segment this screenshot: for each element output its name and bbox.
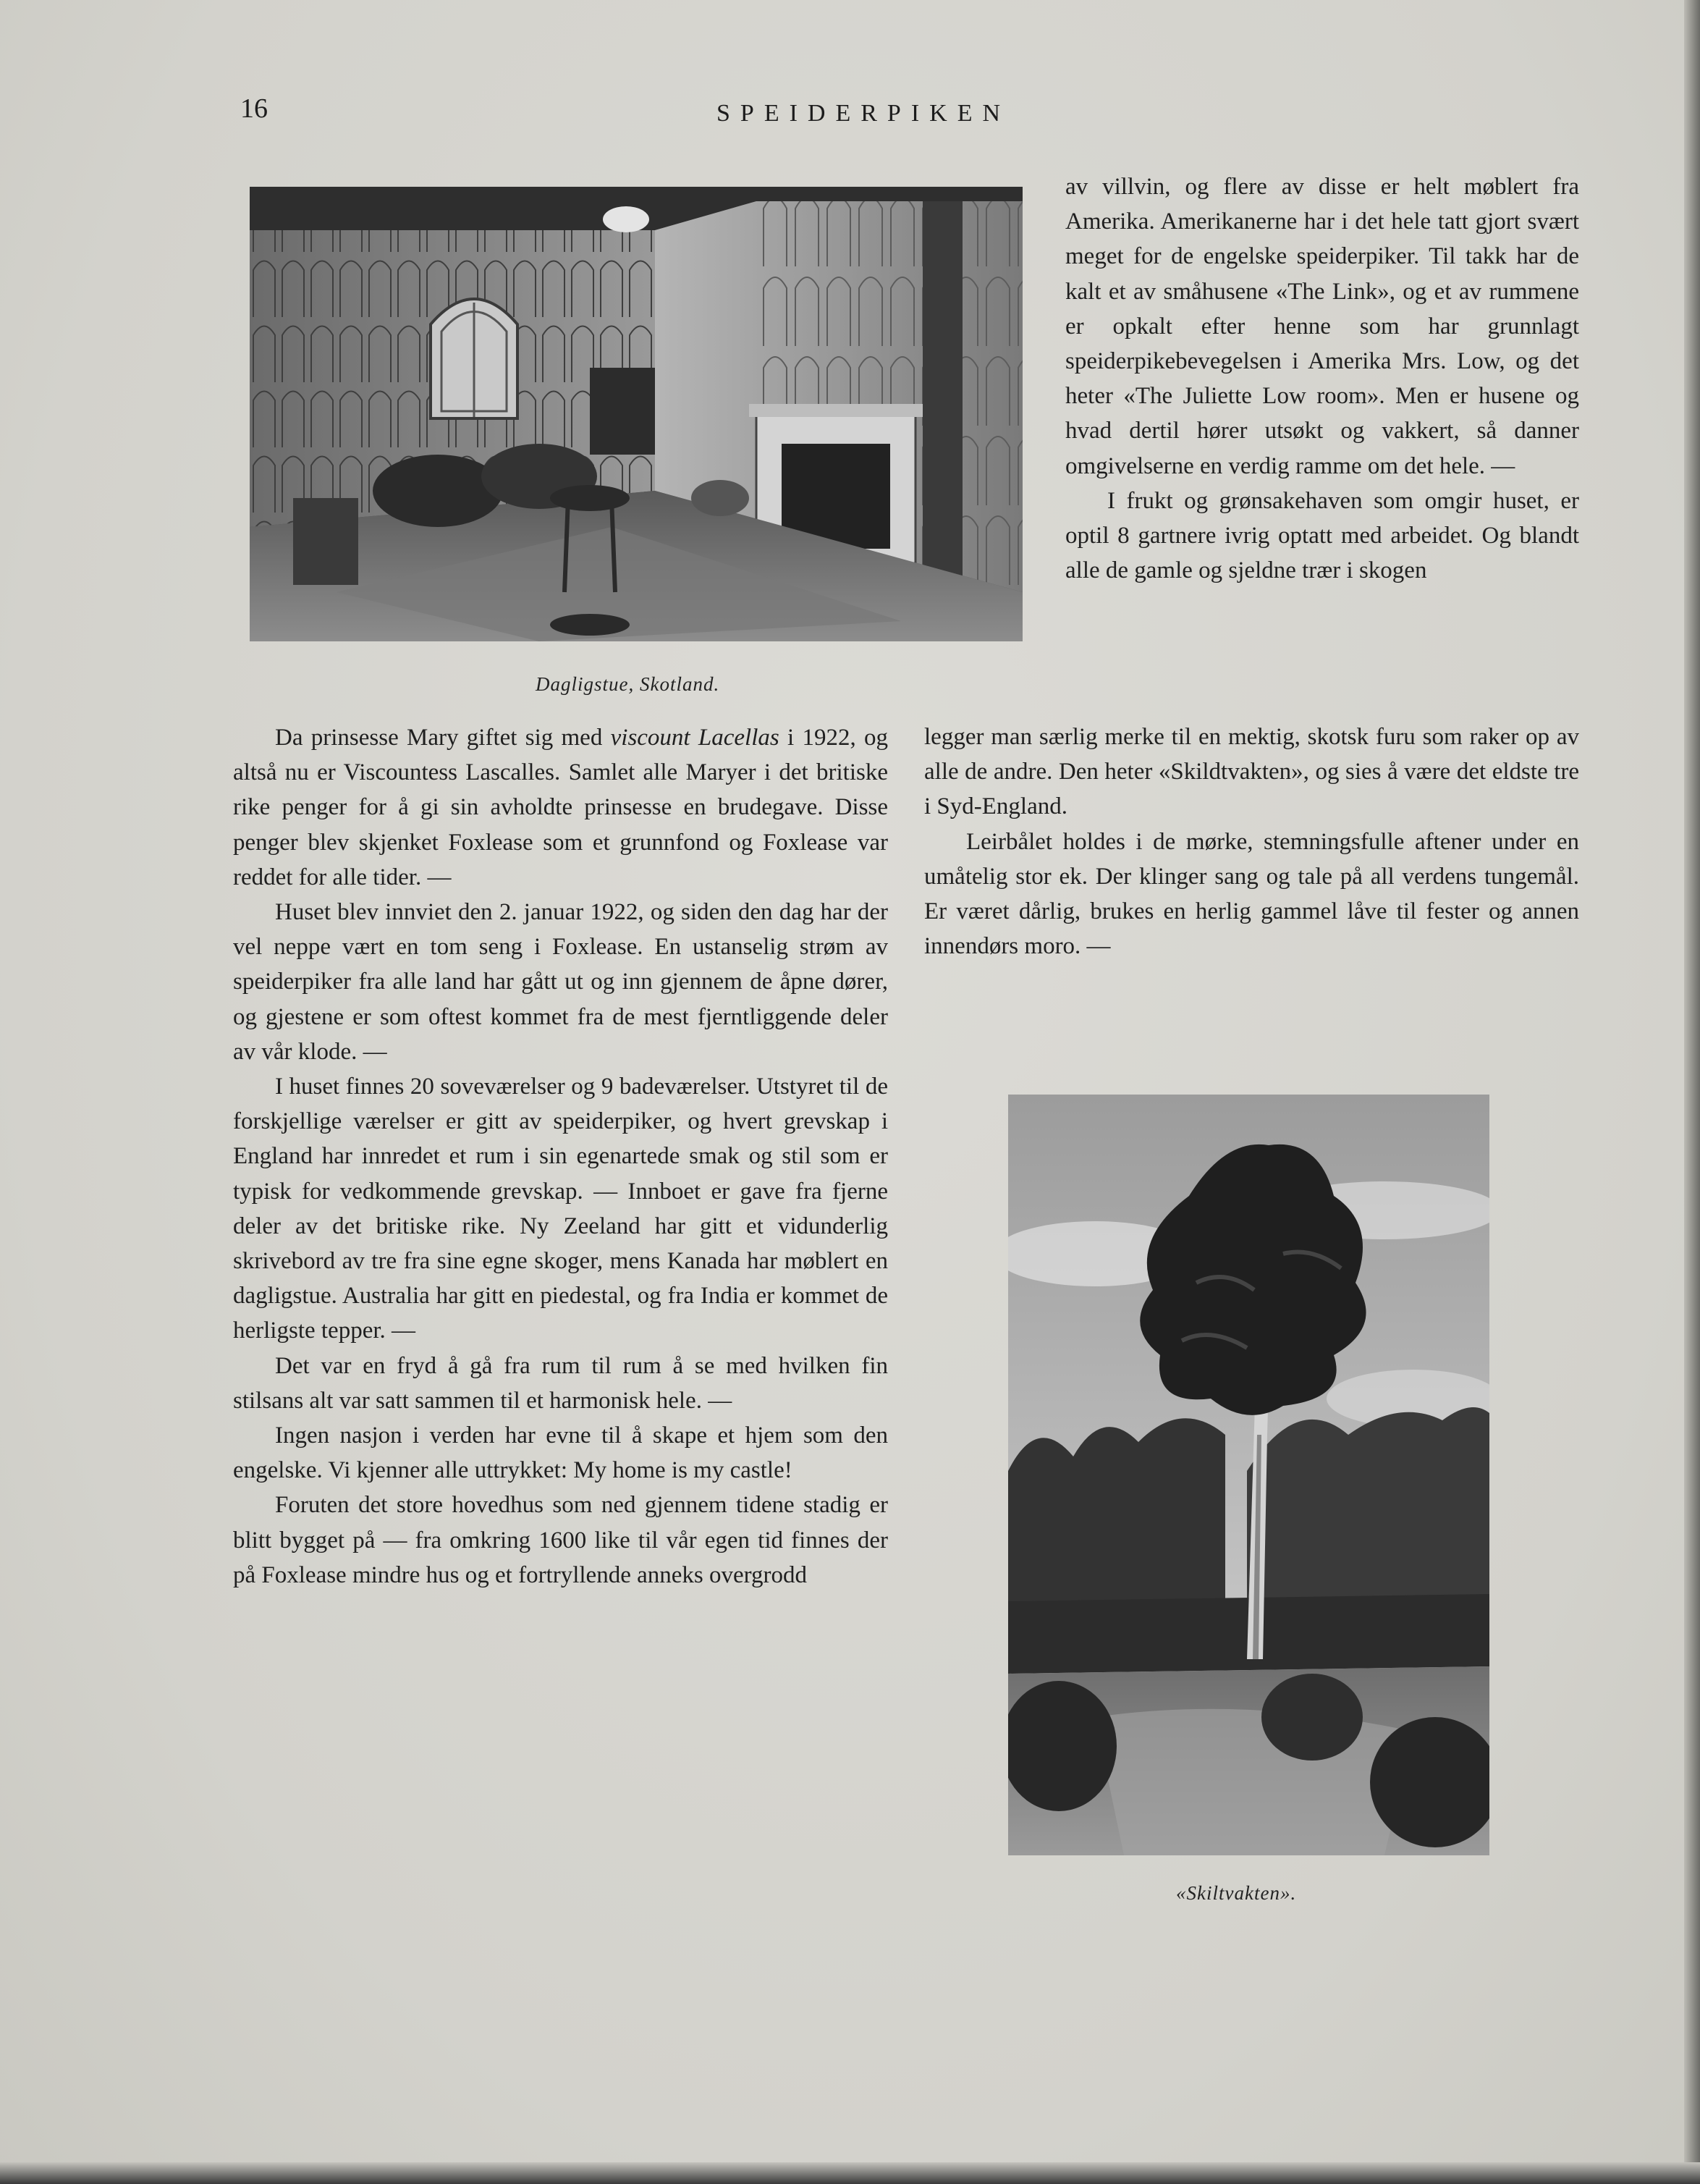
right-column-wide <box>924 720 1579 964</box>
page-number: 16 <box>240 93 268 124</box>
right-column-top <box>1065 169 1579 588</box>
left-paragraph-6: Foruten det store hovedhus som ned gjennem tidene stadig er blitt bygget på — fra omkring 1600 like til vår egen tid finnes der på Foxlease mindre hus og et fortryllende anneks overgrodd <box>233 1492 888 1588</box>
tree-photo <box>1008 1095 1489 1855</box>
tree-photo-caption: «Skiltvakten». <box>1176 1882 1297 1904</box>
running-title: SPEIDERPIKEN <box>716 100 1011 127</box>
interior-photo-illustration <box>250 187 1023 641</box>
right-paragraph-2-start: I frukt og grønsakehaven som omgir huset, er optil 8 gartnere ivrig optatt med arbeidet. Og blandt alle de gamle og sjeldne trær i skogen <box>1065 487 1579 584</box>
right-paragraph-3: Leirbålet holdes i de mørke, stemningsfulle aftener under en umåtelig stor ek. Der klinger sang og tale på all verdens tungemål. Er været dårlig, brukes en herlig gammel låve til fester og annen innendørs moro. — <box>924 828 1579 960</box>
left-paragraph-4: Det var en fryd å gå fra rum til rum å se med hvilken fin stilsans alt var satt sammen til et harmonisk hele. — <box>233 1352 888 1414</box>
right-paragraph-2-continued: legger man særlig merke til en mektig, skotsk furu som raker op av alle de andre. Den heter «Skildtvakten», og sies å være det eldste tre i Syd-England. <box>924 724 1579 820</box>
page-bottom-shadow <box>0 2162 1700 2184</box>
interior-photo-caption: Dagligstue, Skotland. <box>536 673 720 695</box>
left-column <box>233 720 888 1593</box>
left-paragraph-3: I huset finnes 20 soveværelser og 9 badeværelser. Utstyret til de forskjellige værelser er gitt av speiderpiker, og hvert grevskap i England har innredet et rum i sin egenartede smak og stil som er typisk for vedkommende grevskap. — Innboet er gave fra fjerne deler av det britiske rike. Ny Zeeland har gitt et vidunderlig skrivebord av tre fra sine egne skoger, mens Kanada har møblert en dagligstue. Australia har gitt en piedestal, og fra India er kommet de herligste tepper. — <box>233 1074 888 1344</box>
right-paragraph-1: av villvin, og flere av disse er helt møblert fra Amerika. Amerikanerne har i det hele tatt gjort svært meget for de engelske speiderpiker. Til takk har de kalt et av småhusene «The Link», og et av rummene er opkalt efter henne som har grunnlagt speiderpikebevegelsen i Amerika Mrs. Low, og det heter «The Juliette Low room». Men er husene og hvad dertil hører utsøkt og vakkert, så danner omgivelserne en verdig ramme om det hele. — <box>1065 174 1579 479</box>
left-paragraph-1 <box>233 720 888 895</box>
left-paragraph-1-italic: viscount Lacellas <box>610 725 779 751</box>
left-paragraph-5: Ingen nasjon i verden har evne til å skape et hjem som den engelske. Vi kjenner alle uttrykket: My home is my castle! <box>233 1422 888 1484</box>
left-paragraph-1-text-b: i 1922, og altså nu er Viscountess Lascalles. Samlet alle Maryer i det britiske rike penger for å gi sin avholdte prinsesse en brudegave. Disse penger blev skjenket Foxlease som et grunnfond og Foxlease var reddet for alle tider. — <box>233 725 888 890</box>
left-paragraph-2: Huset blev innviet den 2. januar 1922, og siden den dag har der vel neppe vært en tom seng i Foxlease. En ustanselig strøm av speiderpiker fra alle land har gått ut og inn gjennem de åpne dører, og gjestene er som oftest kommet fra de mest fjerntliggende deler av vår klode. — <box>233 899 888 1065</box>
tree-photo-illustration <box>1008 1095 1489 1855</box>
left-paragraph-1-text-a: Da prinsesse Mary giftet sig med <box>275 725 611 751</box>
interior-photo <box>250 187 1023 641</box>
page-edge-shadow <box>1684 0 1700 2184</box>
